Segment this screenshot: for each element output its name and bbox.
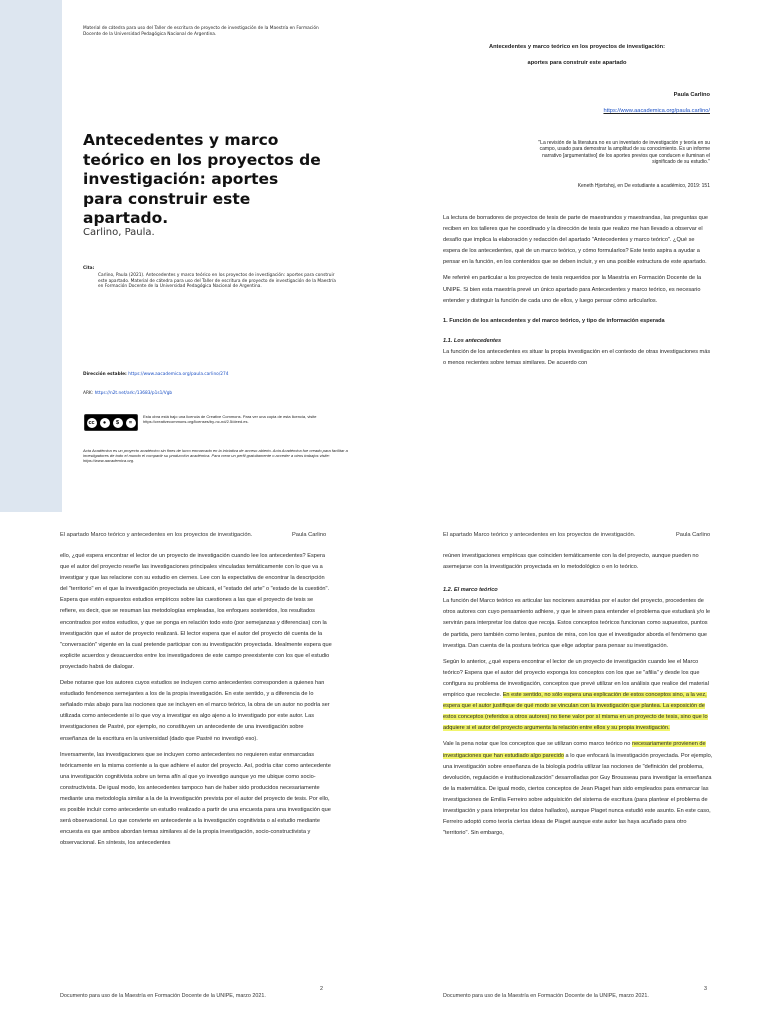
epigraph-source: Keneth Hjortshoj, en De estudiante a académico, 2019: 151 <box>577 183 710 189</box>
page3-paragraph: La función del Marco teórico es articular las nociones asumidas por el autor del proyecto, procedentes de otros autores con cuyo pensamiento adhiere, y que le sirven para entender el problema que estudiará y/o le servirán para interpretar los datos que recoja. Estos conceptos teóricos funcionan como supuestos, puntos de partida, pero también como lentes, puntos de mira, con los que el investigador aborda el fenómeno que investiga. Dan cuenta de la postura teórica que elige adoptar para pensar su investigación. <box>443 598 711 649</box>
cover-title: Antecedentes y marco teórico en los proyectos de investigación: aportes para construir este apartado. <box>83 131 321 227</box>
cc-icon: cc <box>88 419 95 426</box>
page3-number: 3 <box>704 986 707 992</box>
stable-link[interactable]: https://www.aacademica.org/paula.carlino/274 <box>128 372 229 377</box>
stable-label: Dirección estable: <box>83 372 129 377</box>
cite-label: Cita: <box>83 266 95 271</box>
acad-note: Acta Académica es un proyecto académico sin fines de lucro enmarcado en la iniciativa de acceso abierto. Acta Académica fue creado para facilitar a investigadores de todo el mundo el compartir su producción académica. Para crear un perfil gratuitamente o acceder a otros trabajos visite: https://www.aacademica.org. <box>83 448 348 463</box>
page2-paragraph: Inversamente, las investigaciones que se incluyen como antecedentes no requieren estar enmarcadas teóricamente en la misma corriente a la que adhiere el autor del proyecto. Así, podría citar como antecedente una investigación cognitivista sobre un tema afín al que yo investigo aunque yo me ubique como socio-constructivista. De igual modo, los antecedentes tampoco han de haber sido producidos necesariamente mediante una metodología similar a la de la investigación prevista por el autor del proyecto de tesis. Por ello, es posible incluir como antecedente un estudio realizado a partir de una encuesta para una investigación que será observacional. Lo que convierte en antecedente a la investigación cognitivista o al estudio mediante encuesta es que ambos abordan temas similares al de la propia investigación, socio-constructivista y observacional. En síntesis, los antecedentes <box>60 751 331 847</box>
cover-side-stripe <box>0 0 62 512</box>
page2-number: 2 <box>320 986 323 992</box>
page1-title-line1: Antecedentes y marco teórico en los proyectos de investigación: <box>488 44 666 50</box>
page2-body <box>60 551 332 854</box>
cite-text: Carlino, Paula (2021). Antecedentes y marco teórico en los proyectos de investigación: aportes para construir este apartado. Material de cátedra para uso del Taller de escritura de proyecto de investigación de la Maestría en Formación Docente de la Universidad Pedagógica Nacional de Argentina. <box>98 273 336 290</box>
paragraph-text: Vale la pena notar que los conceptos que se utilizan como marco teórico no <box>443 741 632 748</box>
section-heading: 1. Función de los antecedentes y del marco teórico, y tipo de información esperada <box>443 317 665 324</box>
epigraph: "La revisión de la literatura no es un inventario de investigación y teoría en su campo, usado para demostrar la amplitud de su conocimiento. Es un informe narrativo [argumentativo] de los aportes previos que conducen e iluminan el significado de su estudio." <box>538 140 710 166</box>
page1-paragraph: La función de los antecedentes es situar la propia investigación en el contexto de otras investigaciones más o menos recientes sobre temas similares. De acuerdo con <box>443 348 711 367</box>
page3-header-left: El apartado Marco teórico y antecedentes en los proyectos de investigación. <box>443 532 636 538</box>
ark-address <box>83 391 343 397</box>
author-profile-link[interactable]: https://www.aacademica.org/paula.carlino/ <box>603 108 710 114</box>
nc-icon: $ <box>113 418 123 428</box>
paragraph-text: a lo que enfocará la investigación proyectada. Por ejemplo, una investigación sobre enseñanza de la biología podría utilizar las nociones de "definición del problema, devolución, regulación e institucionalización" desarrolladas por Guy Brousseau para investigar la enseñanza de la matemática. De igual modo, ciertos conceptos de Jean Piaget han sido empleados para enmarcar las investigaciones de Emilia Ferreiro sobre adquisición del sistema de escritura (para plantear el problema de investigación y para interpretar los datos hallados), aunque Piaget nunca estudió este asunto. En este caso, Ferreiro adoptó como teoría ciertas ideas de Piaget aunque este autor las haya acuñado para otro "territorio". Sin embargo, <box>443 752 713 837</box>
cover-author: Carlino, Paula. <box>83 227 155 238</box>
page1-title-line2: aportes para construir este apartado <box>527 60 627 66</box>
page2-header-right: Paula Carlino <box>292 532 327 538</box>
page3-header-right: Paula Carlino <box>676 532 711 538</box>
page1-author: Paula Carlino <box>673 92 710 98</box>
subsection-heading: 1.2. El marco teórico <box>443 587 498 594</box>
subsection-heading: 1.1. Los antecedentes <box>443 337 502 344</box>
page1-paragraph: La lectura de borradores de proyectos de tesis de parte de maestrandos y maestrandas, las preguntas que reciben en los talleres que he coordinado y la dirección de tesis que realizo me han llevado a observar el desafío que implica la elaboración y redacción del apartado "Antecedentes y marco teórico". ¿Qué se espera de los antecedentes, qué de un marco teórico, y cómo formularlos? Este texto aspira a ayudar a pensar en la función, en los contenidos que se deben incluir, y en una posible estructura de este apartado. <box>443 215 708 266</box>
page1-paragraph: Me referiré en particular a los proyectos de tesis requeridos por la Maestría en Formación Docente de la UNIPE. Si bien esta maestría prevé un único apartado para Antecedentes y marco teórico, es necesario entender y distinguir la función de cada uno de ellos, y luego pensar cómo articularlos. <box>443 275 702 304</box>
highlighted-text: En este sentido, no sólo espera una explicación de estos conceptos sino, a la vez, espera que el autor justifique de qué modo se vinculan con la investigación que plantea. La exposición de estos conceptos (referidos a otros autores) no tiene valor por sí misma en un proyecto de tesis, sino que lo adquiere si el autor del proyecto argumenta la relación entre ellos y su propia investigación. <box>443 692 708 732</box>
page3-paragraph <box>443 739 713 839</box>
ark-link[interactable]: https://n2t.net/ark:/13683/p1s1/Vgb <box>94 391 173 396</box>
license-text: Esta obra está bajo una licencia de Creative Commons. Para ver una copia de esta licencia, visite https://creativecommons.org/licenses/by-nc-nd/2.5/deed.es. <box>143 414 317 424</box>
creative-commons-badge[interactable] <box>84 414 138 431</box>
paragraph-text: Según lo anterior, ¿qué espera encontrar el lector de un proyecto de investigación cuando lee el Marco teórico? Espera que el autor del proyecto exponga los conceptos con los que se "afilia" y desde los que configura su problema de investigación, conceptos que prevé utilizar en los análisis que realice del material empírico que recolecte. <box>443 658 709 699</box>
page3-footer: Documento para uso de la Maestría en Formación Docente de la UNIPE, marzo 2021. <box>443 993 649 999</box>
highlighted-text: necesariamente provienen de investigaciones que han estudiado algo parecido <box>443 741 706 759</box>
page3-paragraph <box>443 657 713 735</box>
page2-header-left: El apartado Marco teórico y antecedentes en los proyectos de investigación. <box>60 532 253 538</box>
page1-body <box>443 213 713 374</box>
ark-label: ARK: <box>83 391 95 396</box>
page3-body <box>443 551 713 844</box>
page2-footer: Documento para uso de la Maestría en Formación Docente de la UNIPE, marzo 2021. <box>60 993 266 999</box>
cover-note: Material de cátedra para uso del Taller de escritura de proyecto de investigación de la Maestría en Formación Docente de la Universidad Pedagógica Nacional de Argentina. <box>83 26 319 37</box>
page1-url <box>540 108 710 114</box>
stable-address <box>83 372 343 378</box>
by-icon: ● <box>100 418 110 428</box>
page2-paragraph: ello, ¿qué espera encontrar el lector de un proyecto de investigación cuando lee los antecedentes? Espera que el autor del proyecto reseñe las investigaciones principales vinculadas temáticamente con lo que va a investigar y que las relacione con su estudio en ciernes. Lee con la expectativa de encontrar la descripción del "territorio" en el que la investigación proyectada se ubicará, el "estado del arte" o "estado de la cuestión". Espera que estén expuestos estudios empíricos sobre las cuestiones a las que el proyecto de tesis se refiere, es decir, que se resuman las metodologías empleadas, los enfoques sostenidos, los resultados encontrados por estos estudios, y que se ponga en relación todo esto (por semejanzas y diferencias) con la investigación que el autor de proyecto realizará. El lector espera que el autor del proyecto dé cuenta de la "conversación" vigente en la cual pretende participar con su investigación proyectada. Idealmente espera que explicite acuerdos y desacuerdos entre los investigadores de este campo preexistente con los que el estudio proyectado habrá de dialogar. <box>60 553 332 670</box>
page3-paragraph: reúnen investigaciones empíricas que coinciden temáticamente con la del proyecto, aunque pueden no asemejarse con la investigación proyectada en lo metodológico o en lo teórico. <box>443 553 699 571</box>
nd-icon: = <box>126 418 136 428</box>
page2-paragraph: Debe notarse que los autores cuyos estudios se incluyen como antecedentes corresponden a quienes han estudiado fenómenos semejantes a los de la propia investigación. En este sentido, y a diferencia de lo señalado más abajo para las nociones que se incluyen en el marco teórico, la obra de un autor no podría ser utilizada como antecedente si lo que voy a investigar es algo ajeno a lo investigado por este autor. Las investigaciones de Pastré, por ejemplo, no constituyen un antecedente de una investigación sobre enseñanza de la escritura en la universidad (dado que Pastré no investigó eso). <box>60 680 330 742</box>
